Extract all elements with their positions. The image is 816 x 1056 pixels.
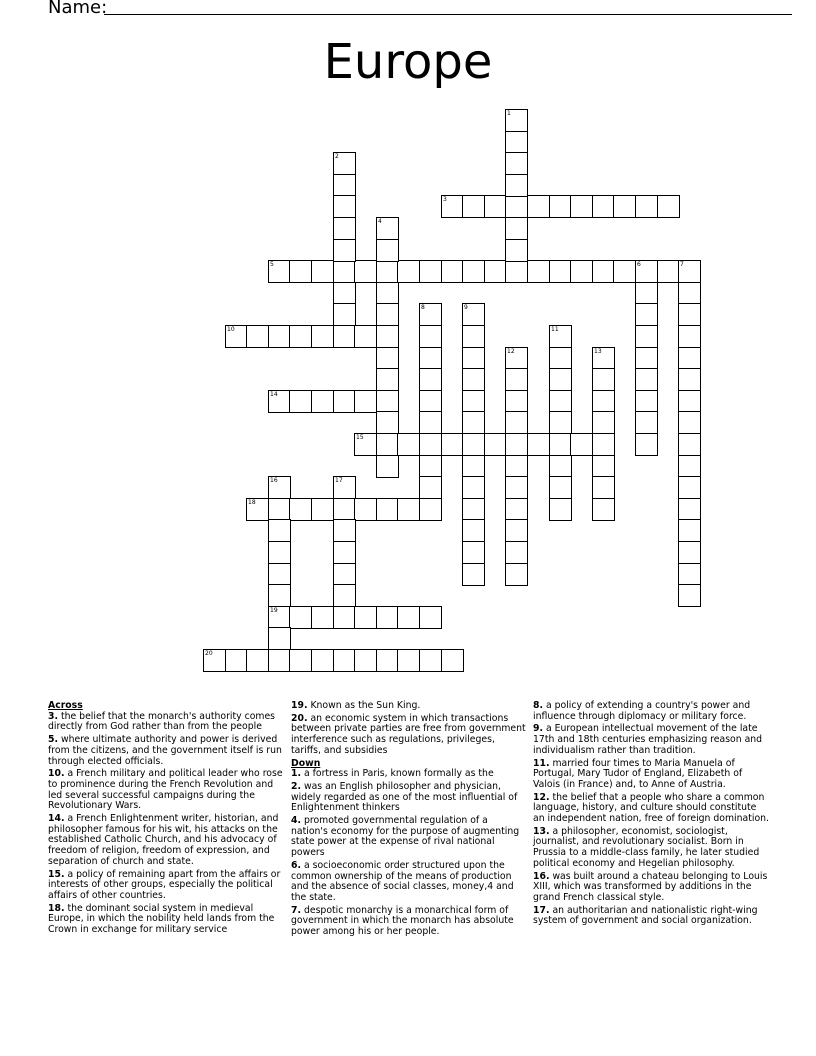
grid-cell[interactable] (592, 476, 615, 499)
grid-cell[interactable] (246, 649, 269, 672)
grid-cell[interactable] (441, 260, 464, 283)
cell-number: 14 (270, 391, 278, 398)
cell-number: 7 (680, 261, 684, 268)
grid-cell[interactable] (613, 260, 636, 283)
grid-cell[interactable] (635, 390, 658, 413)
grid-cell[interactable] (354, 260, 377, 283)
grid-cell[interactable] (397, 260, 420, 283)
clue-across-20: 20. an economic system in which transactions between private parties are free from government interference such as regulations, privileges, tariffs, and subsidies (291, 712, 526, 756)
grid-cell[interactable] (678, 433, 701, 456)
grid-cell[interactable] (505, 476, 528, 499)
grid-cell[interactable] (505, 217, 528, 240)
clue-column-2 (291, 701, 527, 940)
grid-cell[interactable] (549, 476, 572, 499)
grid-cell[interactable] (311, 390, 334, 413)
grid-cell[interactable] (268, 541, 291, 564)
grid-cell[interactable] (333, 563, 356, 586)
clue-down-1: 1. a fortress in Paris, known formally as the (291, 768, 494, 780)
grid-cell[interactable] (527, 260, 550, 283)
grid-cell[interactable] (419, 347, 442, 370)
grid-cell[interactable] (462, 411, 485, 434)
grid-cell[interactable] (505, 260, 528, 283)
grid-cell[interactable] (289, 498, 312, 521)
clue-across-15: 15. a policy of remaining apart from the affairs or interests of other groups, especially the political affairs of other countries. (48, 868, 281, 901)
grid-cell[interactable] (549, 368, 572, 391)
grid-cell[interactable] (678, 541, 701, 564)
clue-down-2: 2. was an English philosopher and physician, widely regarded as one of the most influential of Enlightenment thinkers (291, 780, 518, 814)
grid-cell[interactable] (678, 303, 701, 326)
clue-across-5: 5. where ultimate authority and power is derived from the citizens, and the government itself is run through elected officials. (48, 734, 282, 767)
clue-down-17: 17. an authoritarian and nationalistic right-wing system of government and social organization. (533, 904, 758, 927)
grid-cell[interactable] (419, 368, 442, 391)
grid-cell[interactable] (505, 519, 528, 542)
cell-number: 18 (248, 499, 256, 506)
cell-number: 19 (270, 607, 278, 614)
grid-cell[interactable] (419, 411, 442, 434)
grid-cell[interactable] (462, 541, 485, 564)
cell-number: 10 (227, 326, 235, 333)
grid-cell[interactable] (397, 606, 420, 629)
grid-cell[interactable] (549, 260, 572, 283)
grid-cell[interactable] (613, 195, 636, 218)
grid-cell[interactable] (678, 563, 701, 586)
grid-cell[interactable] (333, 260, 356, 283)
grid-cell[interactable] (311, 260, 334, 283)
grid-cell[interactable] (333, 303, 356, 326)
clue-across-18: 18. the dominant social system in medieval Europe, in which the nobility held lands from the Crown in exchange for military service (48, 902, 275, 936)
page-title: Europe (323, 34, 493, 90)
grid-cell[interactable] (635, 411, 658, 434)
name-label: Name: (48, 0, 108, 18)
grid-cell[interactable] (333, 584, 356, 607)
grid-cell[interactable] (333, 498, 356, 521)
grid-cell[interactable] (289, 260, 312, 283)
grid-cell[interactable] (246, 498, 269, 521)
grid-cell[interactable] (246, 325, 269, 348)
grid-cell[interactable] (376, 303, 399, 326)
cell-number: 3 (443, 196, 447, 203)
grid-cell[interactable] (268, 476, 291, 499)
grid-cell[interactable] (505, 541, 528, 564)
grid-cell[interactable] (505, 368, 528, 391)
grid-cell[interactable] (462, 498, 485, 521)
grid-cell[interactable] (376, 347, 399, 370)
grid-cell[interactable] (311, 325, 334, 348)
cell-number: 12 (507, 348, 515, 355)
clue-down-7: 7. despotic monarchy is a monarchical form of government in which the monarch has absolute power among his or her people. (291, 904, 514, 938)
grid-cell[interactable] (441, 195, 464, 218)
grid-cell[interactable] (333, 519, 356, 542)
grid-cell[interactable] (462, 195, 485, 218)
grid-cell[interactable] (376, 325, 399, 348)
clue-down-9: 9. a European intellectual movement of the late 17th and 18th centuries emphasizing reason and individualism rather than tradition. (533, 723, 763, 756)
grid-cell[interactable] (354, 325, 377, 348)
grid-cell[interactable] (376, 239, 399, 262)
grid-cell[interactable] (376, 282, 399, 305)
grid-cell[interactable] (268, 325, 291, 348)
grid-cell[interactable] (376, 455, 399, 478)
grid-cell[interactable] (225, 325, 248, 348)
grid-cell[interactable] (505, 174, 528, 197)
grid-cell[interactable] (289, 390, 312, 413)
grid-cell[interactable] (376, 260, 399, 283)
cell-number: 5 (270, 261, 274, 268)
cell-number: 8 (421, 304, 425, 311)
grid-cell[interactable] (657, 195, 680, 218)
clue-down-4: 4. promoted governmental regulation of a nation's economy for the purpose of augmenting state power at the expense of rival national powers (291, 815, 520, 859)
grid-cell[interactable] (635, 303, 658, 326)
grid-cell[interactable] (592, 390, 615, 413)
grid-cell[interactable] (592, 195, 615, 218)
grid-cell[interactable] (419, 649, 442, 672)
clue-across-19: 19. Known as the Sun King. (291, 700, 421, 711)
grid-cell[interactable] (484, 433, 507, 456)
grid-cell[interactable] (268, 627, 291, 650)
grid-cell[interactable] (549, 411, 572, 434)
grid-cell[interactable] (462, 519, 485, 542)
grid-cell[interactable] (527, 195, 550, 218)
grid-cell[interactable] (462, 303, 485, 326)
grid-cell[interactable] (333, 606, 356, 629)
grid-cell[interactable] (462, 455, 485, 478)
clue-column-3 (533, 701, 769, 929)
grid-cell[interactable] (419, 498, 442, 521)
grid-cell[interactable] (333, 174, 356, 197)
grid-cell[interactable] (354, 433, 377, 456)
cell-number: 11 (551, 326, 559, 333)
grid-cell[interactable] (441, 433, 464, 456)
grid-cell[interactable] (268, 584, 291, 607)
grid-cell[interactable] (397, 649, 420, 672)
grid-cell[interactable] (376, 649, 399, 672)
grid-cell[interactable] (592, 498, 615, 521)
grid-cell[interactable] (462, 260, 485, 283)
cell-number: 13 (594, 348, 602, 355)
grid-cell[interactable] (354, 498, 377, 521)
grid-cell[interactable] (505, 498, 528, 521)
grid-cell[interactable] (505, 152, 528, 175)
clue-column-1 (48, 701, 284, 938)
grid-cell[interactable] (592, 455, 615, 478)
cell-number: 16 (270, 477, 278, 484)
grid-cell[interactable] (570, 260, 593, 283)
grid-cell[interactable] (419, 303, 442, 326)
clue-down-6: 6. a socioeconomic order structured upon the common ownership of the means of production and the absence of social classes, money,4 and the state. (291, 859, 514, 903)
grid-cell[interactable] (311, 498, 334, 521)
cell-number: 20 (205, 650, 213, 657)
grid-cell[interactable] (333, 239, 356, 262)
grid-cell[interactable] (678, 325, 701, 348)
grid-cell[interactable] (592, 411, 615, 434)
grid-cell[interactable] (635, 433, 658, 456)
grid-cell[interactable] (333, 217, 356, 240)
grid-cell[interactable] (354, 390, 377, 413)
grid-cell[interactable] (289, 606, 312, 629)
clue-down-11: 11. married four times to Maria Manuela of Portugal, Mary Tudor of England, Elizabeth of Valois (in France) and, to Anne of Austria. (533, 757, 743, 790)
grid-cell[interactable] (592, 433, 615, 456)
grid-cell[interactable] (225, 649, 248, 672)
grid-cell[interactable] (419, 606, 442, 629)
grid-cell[interactable] (635, 282, 658, 305)
grid-cell[interactable] (354, 649, 377, 672)
grid-cell[interactable] (419, 433, 442, 456)
grid-cell[interactable] (333, 325, 356, 348)
grid-cell[interactable] (311, 606, 334, 629)
grid-cell[interactable] (203, 649, 226, 672)
grid-cell[interactable] (505, 131, 528, 154)
grid-cell[interactable] (549, 195, 572, 218)
grid-cell[interactable] (462, 368, 485, 391)
grid-cell[interactable] (678, 455, 701, 478)
grid-cell[interactable] (462, 347, 485, 370)
grid-cell[interactable] (678, 368, 701, 391)
grid-cell[interactable] (419, 476, 442, 499)
grid-cell[interactable] (635, 260, 658, 283)
grid-cell[interactable] (592, 347, 615, 370)
grid-cell[interactable] (376, 217, 399, 240)
grid-cell[interactable] (333, 282, 356, 305)
grid-cell[interactable] (505, 347, 528, 370)
grid-cell[interactable] (376, 498, 399, 521)
grid-cell[interactable] (333, 390, 356, 413)
grid-cell[interactable] (462, 325, 485, 348)
grid-cell[interactable] (397, 433, 420, 456)
grid-cell[interactable] (268, 498, 291, 521)
cell-number: 17 (335, 477, 343, 484)
grid-cell[interactable] (354, 606, 377, 629)
grid-cell[interactable] (678, 411, 701, 434)
clue-down-8: 8. a policy of extending a country's power and influence through diplomacy or military force. (533, 700, 751, 722)
grid-cell[interactable] (505, 239, 528, 262)
across-heading: Across (48, 700, 83, 711)
grid-cell[interactable] (678, 476, 701, 499)
cell-number: 6 (637, 261, 641, 268)
grid-cell[interactable] (570, 433, 593, 456)
grid-cell[interactable] (505, 390, 528, 413)
grid-cell[interactable] (268, 390, 291, 413)
grid-cell[interactable] (462, 563, 485, 586)
clue-down-13: 13. a philosopher, economist, sociologist, journalist, and revolutionary socialist. Born in Prussia to a middle-class family, he later studied political economy and Hegelian philosophy. (533, 825, 760, 869)
grid-cell[interactable] (570, 195, 593, 218)
clue-across-10: 10. a French military and political leader who rose to prominence during the French Revolution and led several successful campaigns during the Revolutionary Wars. (48, 768, 283, 812)
grid-cell[interactable] (678, 260, 701, 283)
grid-cell[interactable] (397, 498, 420, 521)
grid-cell[interactable] (678, 519, 701, 542)
grid-cell[interactable] (376, 606, 399, 629)
grid-cell[interactable] (376, 390, 399, 413)
grid-cell[interactable] (268, 649, 291, 672)
grid-cell[interactable] (678, 282, 701, 305)
down-heading: Down (291, 757, 321, 769)
grid-cell[interactable] (549, 347, 572, 370)
clue-across-14: 14. a French Enlightenment writer, historian, and philosopher famous for his wit, his attacks on the established Catholic Church, and his advocacy of freedom of religion, freedom of expression, and separation of church and state. (48, 813, 279, 867)
grid-cell[interactable] (549, 325, 572, 348)
grid-cell[interactable] (505, 109, 528, 132)
grid-cell[interactable] (527, 433, 550, 456)
grid-cell[interactable] (635, 325, 658, 348)
grid-cell[interactable] (505, 455, 528, 478)
grid-cell[interactable] (505, 195, 528, 218)
cell-number: 15 (356, 434, 364, 441)
grid-cell[interactable] (549, 433, 572, 456)
grid-cell[interactable] (462, 476, 485, 499)
grid-cell[interactable] (376, 368, 399, 391)
cell-number: 2 (335, 153, 339, 160)
grid-cell[interactable] (289, 325, 312, 348)
grid-cell[interactable] (635, 347, 658, 370)
grid-cell[interactable] (549, 455, 572, 478)
grid-cell[interactable] (419, 455, 442, 478)
grid-cell[interactable] (419, 260, 442, 283)
cell-number: 4 (378, 218, 382, 225)
grid-cell[interactable] (484, 195, 507, 218)
grid-cell[interactable] (333, 649, 356, 672)
grid-cell[interactable] (484, 260, 507, 283)
grid-cell[interactable] (462, 390, 485, 413)
grid-cell[interactable] (333, 541, 356, 564)
grid-cell[interactable] (419, 325, 442, 348)
grid-cell[interactable] (268, 260, 291, 283)
grid-cell[interactable] (678, 584, 701, 607)
grid-cell[interactable] (462, 433, 485, 456)
grid-cell[interactable] (268, 606, 291, 629)
grid-cell[interactable] (678, 347, 701, 370)
grid-cell[interactable] (268, 563, 291, 586)
grid-cell[interactable] (592, 368, 615, 391)
grid-cell[interactable] (549, 390, 572, 413)
grid-cell[interactable] (311, 649, 334, 672)
clue-down-12: 12. the belief that a people who share a common language, history, and culture should constitute an independent nation, free of foreign domination. (533, 791, 769, 825)
grid-cell[interactable] (635, 195, 658, 218)
grid-cell[interactable] (505, 411, 528, 434)
grid-cell[interactable] (657, 260, 680, 283)
grid-cell[interactable] (635, 368, 658, 391)
grid-cell[interactable] (441, 649, 464, 672)
cell-number: 1 (507, 110, 511, 117)
grid-cell[interactable] (592, 260, 615, 283)
grid-cell[interactable] (333, 152, 356, 175)
grid-cell[interactable] (678, 498, 701, 521)
clue-down-16: 16. was built around a chateau belonging to Louis XIII, which was transformed by additions in the grand French classical style. (533, 870, 768, 903)
grid-cell[interactable] (505, 563, 528, 586)
grid-cell[interactable] (419, 390, 442, 413)
grid-cell[interactable] (549, 498, 572, 521)
grid-cell[interactable] (678, 390, 701, 413)
grid-cell[interactable] (376, 411, 399, 434)
clue-across-3: 3. the belief that the monarch's authority comes directly from God rather than from the people (48, 710, 276, 733)
grid-cell[interactable] (376, 433, 399, 456)
grid-cell[interactable] (333, 476, 356, 499)
cell-number: 9 (464, 304, 468, 311)
grid-cell[interactable] (268, 519, 291, 542)
grid-cell[interactable] (505, 433, 528, 456)
grid-cell[interactable] (289, 649, 312, 672)
grid-cell[interactable] (333, 195, 356, 218)
